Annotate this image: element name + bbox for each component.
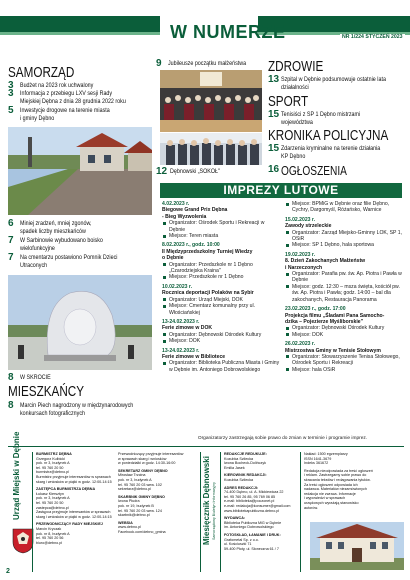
- event-item[interactable]: [285, 201, 405, 214]
- footer-contact-block: [36, 522, 114, 545]
- footer-block-line: tel. 95 760 20 50: [36, 465, 64, 470]
- footer-block-line: pok. nr 8, budynek A: [36, 531, 70, 536]
- event-title: Projekcja filmu „Śladami Pana Samocho-: [285, 312, 385, 319]
- item-text: Miniej zradzeń, mniej zgonów,: [20, 220, 92, 227]
- footer-block-line: burmistrz@debno.pl: [36, 470, 70, 475]
- event-title: Mistrzostwa Gminy w Tenisie Stołowym: [285, 347, 381, 354]
- event-title: Zawody strzeleckie: [285, 223, 332, 230]
- section-sport: SPORT: [268, 93, 309, 110]
- footer-divider-2: [200, 452, 201, 572]
- event-title: dzika – Pojezierze Myśliborskie": [285, 318, 364, 325]
- footer-block-line: ul. Kościuszki 71: [224, 542, 252, 547]
- footer-block-line: www.bibliotekapubliczna.debno.pl: [224, 508, 280, 513]
- event-title: Ferie zimowe w Bibliotece: [162, 353, 226, 360]
- footer-block-line: Biblioteka Publiczna MiG w Dębnie: [224, 520, 282, 525]
- footer-col-3: [224, 452, 300, 554]
- event-detail: Miejsce: Cmentarz komunalny przy ul. Włościańskiej: [162, 303, 280, 316]
- samorzad-list: [8, 82, 148, 124]
- footer-disclaimer-line: skracania tekstów i redagowania tytułów.: [304, 477, 371, 482]
- list-item[interactable]: [268, 76, 408, 93]
- footer-block-line: Grafometal Sp. z o.o.: [224, 537, 259, 542]
- imprezy-note: Organizatorzy zastrzegają sobie prawo do zmian w terminie i programie imprez.: [197, 436, 368, 441]
- list-item[interactable]: [8, 254, 156, 271]
- event-title: 8. Dzień Zakochanych Małżeństw: [285, 258, 366, 265]
- event-detail: Miejsce: godz. 12:30 – msza święta, kościół pw. św. Ap. Piotra i Pawła; godz. 14:00 – bal dla zakochanych, Restauracja Panorama: [285, 284, 405, 303]
- page-number: 9: [156, 58, 162, 69]
- event-title: i Narzeczonych: [285, 264, 323, 271]
- event-detail: Miejsce: Teren miasta: [162, 233, 280, 239]
- event-title: Rocznica deportacji Polaków na Sybir: [162, 290, 254, 297]
- section-zdrowie: ZDROWIE: [268, 58, 324, 75]
- photo-library-building: [310, 522, 404, 570]
- footer-contact-block: [118, 495, 196, 518]
- item-text: Utraconych: [20, 262, 48, 270]
- footer-block-line: w sprawach skarg i wniosków: [118, 456, 167, 461]
- item-text: W Sarbinowie wybudowano boisko: [20, 237, 103, 244]
- event-detail: Miejsce: SP 1 Dębno, hala sportowa: [285, 242, 405, 248]
- page-number: 3: [8, 88, 14, 99]
- page-number-footer: 2: [6, 568, 10, 575]
- event-detail: Organizator: Ośrodek Sportu i Rekreacji w Dębnie: [162, 220, 280, 233]
- item-text: Dębnowski „SOKÓŁ": [170, 168, 220, 175]
- footer-block-line: Grzegorz Kulbicki: [36, 456, 65, 461]
- item-text: W SKRÓCIE: [20, 374, 51, 381]
- page-number: 3: [8, 80, 14, 91]
- list-item[interactable]: [8, 90, 148, 107]
- footer-block-line: Łukasz Kiersztyn: [36, 491, 64, 496]
- footer-block-line: Marcin Kryczak: [36, 526, 62, 531]
- footer-contact-block: [224, 473, 300, 482]
- footer-block-heading: BURMISTRZ DĘBNA: [36, 452, 72, 456]
- footer-block-line: skarg i wniosków w piątki w godz. 12:00-14:15: [36, 479, 112, 484]
- list-item[interactable]: [156, 166, 265, 178]
- footer-block-line: Iwona Płudra: [118, 499, 140, 504]
- event-title: o Dębnie: [162, 255, 184, 262]
- footer-contact-block: [118, 452, 196, 466]
- photo-street-houses: [8, 127, 152, 215]
- event-title: Biegowe Grand Prix Dębna: [162, 207, 228, 214]
- item-text: Szpital w Dębnie podsumowuje ostatnie lata: [281, 76, 386, 83]
- event-item[interactable]: [285, 341, 405, 373]
- footer-disclaimer-line: Redakcja nieodpowiada za treść ogłoszeń: [304, 468, 373, 473]
- coat-of-arms-icon: [12, 528, 34, 554]
- event-title: Ferie zimowe w DOK: [162, 325, 213, 332]
- footer-divider-1: [32, 452, 33, 572]
- section-mieszkancy: MIESZKAŃCY: [8, 383, 85, 400]
- event-item[interactable]: [162, 201, 280, 239]
- footer-disclaimer-line: i wypowiedzi w sprawach: [304, 496, 346, 501]
- footer-block-line: Kozubka Szilecka: [224, 477, 254, 482]
- page-number: 15: [268, 109, 280, 120]
- list-item[interactable]: [268, 145, 408, 162]
- footer-info-line: ISSN 1641-3679: [304, 456, 332, 461]
- event-item[interactable]: [285, 306, 405, 338]
- footer-vertical-title: Urząd Miejski w Dębnie: [12, 431, 21, 520]
- footer-block-line: Iwona Bocheck-Dolińczyk: [224, 461, 267, 466]
- event-title: - Bieg Wyzwolenia: [162, 213, 207, 220]
- footer-contact-block: [36, 487, 114, 519]
- footer-block-line: 59-400 Płoty, ul. Słoneczna 61 / 7: [224, 546, 279, 551]
- footer-col-4: [304, 452, 404, 510]
- item-text: i gminy Dębno: [20, 115, 55, 123]
- footer-block-line: tel. 95 760 20 56: [36, 536, 64, 541]
- footer-block-line: Burmistrz przyjmuje interesantów w sprawach: [36, 474, 111, 479]
- item-text: konkursach fotograficznych: [20, 410, 85, 418]
- footer-block-line: biuro@debno.pl: [36, 540, 63, 545]
- footer-block-line: tel. 95 760 20 50: [36, 500, 64, 505]
- section-samorzad: SAMORZĄD: [8, 64, 75, 81]
- footer-divider: [8, 446, 404, 447]
- page-number: 13: [268, 74, 280, 85]
- list-item[interactable]: [8, 220, 156, 237]
- footer-disclaimer-line: nadawca. Materiałów niezamówionych: [304, 487, 367, 492]
- page-number: 6: [8, 218, 14, 229]
- photo-jubilee-hall: [160, 70, 262, 132]
- event-detail: Organizator: Dębnowski Ośrodek Kultury: [162, 332, 280, 338]
- footer-contact-block: [36, 452, 114, 484]
- page-title: W NUMERZE: [170, 22, 286, 42]
- list-item[interactable]: [8, 82, 148, 90]
- footer-disclaimer-line: Za treść ogłoszeń odpowiada ich: [304, 482, 358, 487]
- footer-info-line: Nakład: 1500 egzemplarzy: [304, 452, 348, 456]
- footer-contact-block: [224, 533, 300, 551]
- footer-block-line: Kozubka Szilecka: [224, 456, 254, 461]
- item-text: wielofunkcyjne: [20, 245, 55, 253]
- footer-block-heading: SEKRETARZ GMINY DĘBNO: [118, 468, 168, 473]
- footer-block-line: www.debno.pl: [118, 525, 141, 530]
- event-detail: Organizator: Stowarzyszenie Tenisa Stołowego, Ośrodek Sportu i Rekreacji: [285, 354, 405, 367]
- event-date: 4.02.2023 r.: [162, 201, 190, 207]
- footer-col-1: [36, 452, 114, 548]
- event-detail: Miejsce: DOK: [285, 332, 405, 338]
- footer-contact-block: [224, 452, 300, 470]
- footer-block-line: Przewodniczący przyjmuje interesantów: [118, 452, 184, 456]
- footer-block-line: 74-400 Dębno, ul. A. Mickiewicza 22: [224, 490, 284, 495]
- footer-block-line: e-mail: redakcja@konsumer@gmail.com: [224, 503, 291, 508]
- footer-block-heading: FOTOSKŁAD, ŁAMANIE I DRUK:: [224, 532, 281, 537]
- event-date: 13-24.02.2023 r.: [162, 318, 200, 325]
- photo-monument: [8, 275, 152, 370]
- list-item[interactable]: [268, 111, 408, 128]
- ogloszenia-row[interactable]: [268, 164, 408, 178]
- event-detail: Miejsce: DOK: [162, 338, 280, 344]
- footer-block-line: e-mail: biblioteka@poczonet.pl: [224, 499, 275, 504]
- footer-block-heading: KIEROWNIK REDAKCJI:: [224, 473, 267, 478]
- event-detail: Miejsce: BPMiG w Dębnie oraz filie Dębno, Cychry, Dargomyśl, Różańsko, Warnice: [285, 201, 405, 214]
- page-number: 16: [268, 164, 280, 175]
- footer-disclaimer-line: urzędowych wyrażają stanowisko: [304, 500, 359, 505]
- event-item[interactable]: [162, 348, 280, 374]
- section-kronika: KRONIKA POLICYJNA: [268, 127, 389, 144]
- footer-block-heading: ZASTĘPCA BURMISTRZA DĘBNA: [36, 487, 96, 492]
- list-item[interactable]: [8, 402, 158, 420]
- item-text: Inwestycje drogowe na terenie miasta: [20, 107, 110, 114]
- section-ogloszenia: OGŁOSZENIA: [281, 163, 347, 178]
- footer-block-line: Zastępca przyjmuje interesantów w sprawach: [36, 510, 111, 515]
- footer-block-line: tel. 95 760 20 03 wew. 124: [118, 508, 162, 513]
- footer-block-heading: REDAKCJE REDUKUJE:: [224, 452, 267, 456]
- imprezy-left-column: [162, 201, 280, 376]
- header-stripe-left-thin: [0, 32, 160, 35]
- footer-block-line: Mirosław Trzcina: [118, 473, 146, 478]
- page-number: 12: [156, 166, 168, 177]
- item-text: Tenisiści z SP 1 Dębno mistrzami: [281, 111, 361, 118]
- event-detail: Organizator: Parafia pw. św. Ap. Piotra i Pawła w Dębnie: [285, 271, 405, 284]
- footer-block-heading: SKARBNIK GMINY DĘBNO: [118, 494, 165, 499]
- event-detail: Organizator: Urząd Miejski, DOK: [162, 297, 280, 303]
- footer-block-line: tel. 95 760 26 85, 95 769 06 85: [224, 494, 276, 499]
- item-text: Budżet na 2023 rok uchwalony: [20, 82, 94, 89]
- footer-magazine-title: Miesięcznik Dębnowski: [202, 456, 211, 545]
- footer-block-line: tel. 95 760 20 03 wew. 102: [118, 482, 162, 487]
- footer-disclaimer-line: i reklam. Zastrzegamy sobie prawo do: [304, 473, 367, 478]
- event-item[interactable]: [285, 252, 405, 303]
- item-text: Zdarzenia kryminalne na terenie działania: [281, 145, 381, 152]
- footer-divider-4: [300, 452, 301, 572]
- footer-contact-block: [118, 469, 196, 492]
- event-detail: Organizator: Dębnowski Ośrodek Kultury: [285, 325, 405, 331]
- page-number: 5: [8, 105, 14, 116]
- footer-block-line: pok. nr 3, budynek A: [36, 496, 70, 501]
- footer-col-2: [118, 452, 196, 538]
- event-date: 26.02.2023 r.: [285, 341, 316, 348]
- footer-block-line: w poniedziałki w godz. 14:30-16:00: [118, 461, 176, 466]
- footer-contact-block: [224, 516, 300, 530]
- footer-block-line: Facebook.com/debno_gmina: [118, 529, 166, 534]
- footer-block-line: skarbnik@debno.pl: [118, 513, 150, 518]
- footer-block-line: zastepca@debno.pl: [36, 505, 69, 510]
- event-item[interactable]: [162, 319, 280, 345]
- footer-contact-block: [118, 521, 196, 535]
- item-text: Na cmentarzu postawiono Pomnik Dzieci: [20, 254, 118, 261]
- event-item[interactable]: [162, 242, 280, 280]
- footer-info-line: Indeks 361672: [304, 461, 329, 466]
- footer-block-line: im. Antoniego Dobrowolskiego: [224, 525, 274, 530]
- event-date: 23.02.2023 r., godz. 17:00: [285, 306, 346, 313]
- footer-block-line: pok. nr 3, budynek A: [36, 461, 70, 466]
- page-number: 8: [8, 372, 14, 383]
- footer-divider-3: [220, 452, 221, 572]
- event-title: II Międzyprzedszkolny Turniej Wiedzy: [162, 248, 253, 255]
- footer-block-heading: WEBSIA: [118, 520, 133, 525]
- event-detail: Miejsce: hala OSiR: [285, 367, 405, 373]
- footer-block-heading: PRZEWODNICZĄCY RADY MIEJSKIEJ: [36, 522, 103, 527]
- photo-sokol-group: [160, 133, 262, 165]
- event-date: 10.02.2023 r.: [162, 283, 193, 290]
- item-text: KP Dębno: [281, 153, 306, 161]
- footer-block-line: Emilia Jasek: [224, 465, 245, 470]
- footer-magazine-subtitle: Samorządowy Biuletyn Informacyjny: [212, 482, 216, 540]
- event-detail: Miejsce: Przedszkole nr 1 Dębno: [162, 274, 280, 280]
- issue-label: NR 1/224 STYCZEŃ 2023: [342, 34, 403, 40]
- event-detail: Organizator: Przedszkole nr 1 Dębno „Czarodziejska Kraina": [162, 262, 280, 275]
- item-text: województwa: [281, 119, 313, 127]
- item-text: Informacja z przebiegu LXV sesji Rady: [20, 90, 113, 97]
- footer-block-line: skarg i wniosków w piątki w godz. 12:00-14:15: [36, 514, 112, 519]
- event-detail: Organizator: Zarząd Miejsko-Gminny LOK, SP 1, OSiR: [285, 230, 405, 243]
- page-number: 15: [268, 143, 280, 154]
- page-number: 7: [8, 235, 14, 246]
- event-detail: Organizator: Biblioteka Publiczna Miasta i Gminy w Dębnie im. Antoniego Dobrowolskiego: [162, 360, 280, 373]
- imprezy-right-column: [285, 201, 405, 376]
- list-item[interactable]: [156, 58, 265, 70]
- event-item[interactable]: [162, 284, 280, 316]
- item-text: spadek liczby mieszkańców: [20, 228, 86, 236]
- footer-contact-block: [224, 486, 300, 514]
- list-item[interactable]: [8, 107, 148, 124]
- event-date: 13-24.02.2023 r.: [162, 347, 200, 354]
- footer-block-line: sekretarz@debno.pl: [118, 487, 152, 492]
- page-number: 7: [8, 252, 14, 263]
- footer-block-heading: WYDAWCA:: [224, 516, 246, 521]
- event-date: 19.02.2023 r.: [285, 251, 316, 258]
- footer-block-heading: ADRES REDAKCJI:: [224, 485, 259, 490]
- footer-block-line: pok. nr 19, budynek B: [118, 503, 154, 508]
- item-text: Miejskiej Dębna z dnia 28 grudnia 2022 roku: [20, 98, 126, 106]
- item-text: działalności: [281, 84, 309, 92]
- footer-disclaimer-line: autorów.: [304, 505, 318, 510]
- footer-block-line: pok. nr 3, budynek A: [118, 477, 152, 482]
- item-text: Marcin Piech nagrodzony w międzynarodowych: [20, 402, 134, 409]
- event-date: 15.02.2023 r.: [285, 216, 316, 223]
- page-number: 8: [8, 400, 14, 411]
- list-item[interactable]: [8, 237, 156, 254]
- item-text: Jubileusze początku małżeństwa: [168, 60, 247, 67]
- footer-disclaimer-line: redakcja nie zwraca. Informacje: [304, 491, 356, 496]
- header-stripe-left: [0, 16, 160, 32]
- event-item[interactable]: [285, 217, 405, 249]
- mid-list: [8, 220, 156, 271]
- event-date: 8.02.2023 r., godz. 10:00: [162, 242, 220, 249]
- imprezy-heading: IMPREZY LUTOWE: [160, 183, 402, 198]
